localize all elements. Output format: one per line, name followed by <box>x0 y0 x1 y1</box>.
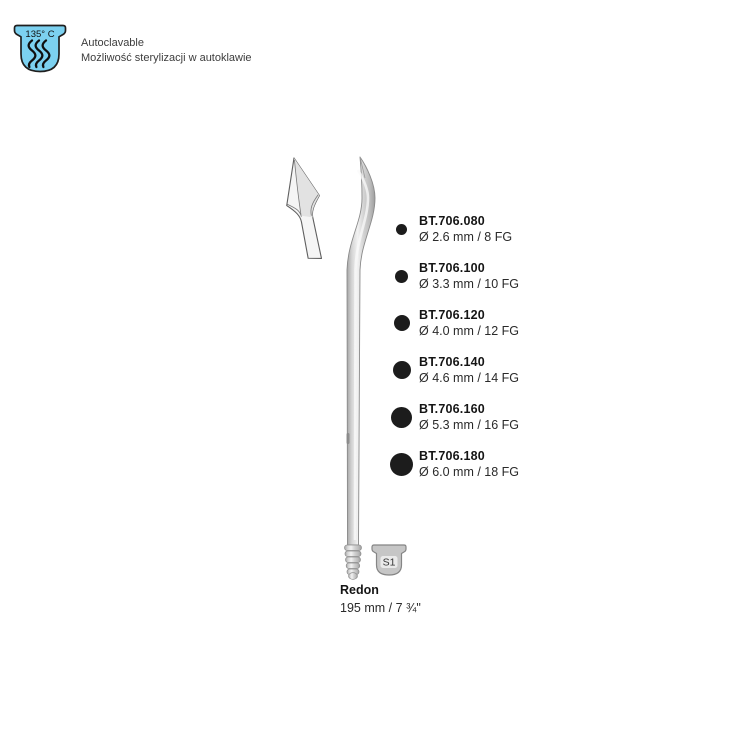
needle-shaft <box>347 157 376 545</box>
variant-size: Ø 5.3 mm / 16 FG <box>419 417 520 432</box>
tubing-connector <box>345 545 362 579</box>
dot-column <box>388 224 415 235</box>
tray-code-label: S1 <box>382 556 396 569</box>
autoclave-icon <box>13 24 67 73</box>
size-dot <box>395 270 408 283</box>
tray-badge-icon <box>371 544 407 576</box>
variant-row <box>388 449 519 479</box>
variant-row <box>388 355 519 385</box>
variant-code: BT.706.140 <box>419 354 485 369</box>
autoclave-title: Autoclavable <box>81 37 144 49</box>
variant-code: BT.706.100 <box>419 260 485 275</box>
product-label <box>340 583 421 615</box>
autoclave-caption <box>81 36 252 66</box>
variant-size: Ø 2.6 mm / 8 FG <box>419 229 513 244</box>
autoclave-temperature: 135° C <box>25 29 55 40</box>
variant-code: BT.706.120 <box>419 307 485 322</box>
variant-size: Ø 3.3 mm / 10 FG <box>419 276 520 291</box>
size-dot <box>391 407 412 428</box>
variant-size: Ø 4.0 mm / 12 FG <box>419 323 520 338</box>
variant-row <box>388 402 519 432</box>
dot-column <box>388 361 415 379</box>
dot-column <box>388 270 415 283</box>
brand-engraving-mark <box>347 433 350 444</box>
size-dot <box>396 224 407 235</box>
tip-detail-lance-icon <box>277 154 332 263</box>
dot-column <box>388 453 415 476</box>
variant-size: Ø 6.0 mm / 18 FG <box>419 464 520 479</box>
size-dot <box>393 361 411 379</box>
size-dot <box>390 453 413 476</box>
autoclave-subtitle: Możliwość sterylizacji w autoklawie <box>81 52 252 64</box>
product-length: 195 mm / 7 ¾" <box>340 601 421 615</box>
variant-code: BT.706.080 <box>419 213 485 228</box>
variant-code: BT.706.160 <box>419 401 485 416</box>
variant-code: BT.706.180 <box>419 448 485 463</box>
variant-size: Ø 4.6 mm / 14 FG <box>419 370 520 385</box>
dot-column <box>388 407 415 428</box>
variant-row <box>388 214 519 244</box>
size-dot <box>394 315 410 331</box>
variant-row <box>388 261 519 291</box>
variant-row <box>388 308 519 338</box>
product-name: Redon <box>340 583 379 597</box>
dot-column <box>388 315 415 331</box>
autoclave-header <box>13 24 252 73</box>
variant-list <box>388 214 519 479</box>
